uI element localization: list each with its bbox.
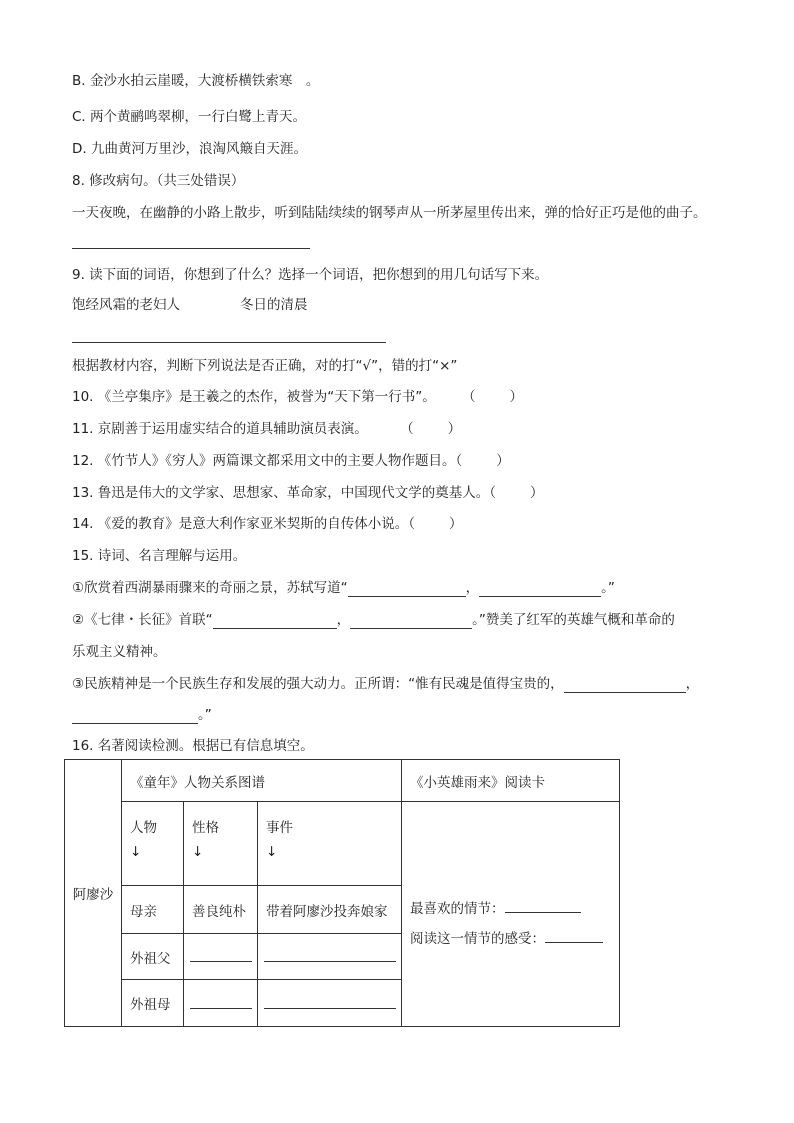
blank-q15-1a[interactable] [348,582,466,597]
person-mother: 母亲 [122,886,184,934]
question-16: 16. 名著阅读检测。根据已有信息填空。 [72,738,314,754]
col-event-label: 事件 [266,820,293,836]
option-c: C. 两个黄鹂鸣翠柳，一行白鹭上青天。 [72,109,307,125]
answer-paren-q14[interactable] [408,516,462,532]
little-hero-header: 《小英雄雨来》阅读卡 [402,760,620,802]
question-8-sentence: 一天夜晚，在幽静的小路上散步，听到陆陆续续的钢琴声从一所茅屋里传出来，弹的恰好正巧是他的曲子。 [72,205,707,221]
blank-q15-3b[interactable] [72,709,198,724]
reading-table [64,759,620,1027]
option-b: B. 金沙水拍云崖暖，大渡桥横铁索寒 。 [72,73,320,89]
option-d: D. 九曲黄河万里沙，浪淘风簸自天涯。 [72,141,307,157]
question-14 [72,515,463,533]
answer-line-q9[interactable] [72,342,386,343]
reading-card [402,802,620,1027]
blank-q15-3a[interactable] [564,678,686,693]
blank-favorite-plot[interactable] [505,898,581,913]
answer-paren-q11[interactable] [400,421,461,437]
card-favorite-line [410,894,619,924]
paren-open: （ [408,516,416,532]
question-15-3 [72,675,699,693]
question-9: 9. 读下面的词语，你想到了什么？选择一个词语，把你想到的用几句话写下来。 [72,267,549,283]
paren-open: （ [489,485,497,501]
person-grandfather: 外祖父 [122,934,184,980]
childhood-header: 《童年》人物关系图谱 [122,760,402,802]
col-event [258,802,402,886]
blank-event-grandmother[interactable] [264,994,396,1009]
blank-q15-2b[interactable] [350,614,472,629]
person-grandmother: 外祖母 [122,980,184,1027]
paren-open: （ [400,421,414,437]
question-15-2-continued: 乐观主义精神。 [72,644,167,660]
blank-trait-grandfather[interactable] [190,947,252,962]
event-grandfather [258,934,402,980]
col-person [122,802,184,886]
q15-1-prefix: ①欣赏着西湖暴雨骤来的奇丽之景，苏轼写道“ [72,580,348,596]
blank-q15-1b[interactable] [479,582,601,597]
card-feeling-label: 阅读这一情节的感受： [410,931,545,947]
blank-q15-2a[interactable] [213,614,337,629]
answer-paren-q10[interactable] [462,389,523,405]
col-person-label: 人物 [130,820,157,836]
card-feeling-line [410,924,619,954]
q15-3-prefix: ③民族精神是一个民族生存和发展的强大动力。正所谓：“惟有民魂是值得宝贵的， [72,676,564,692]
question-10 [72,388,523,406]
q15-1-comma: ， [465,580,480,596]
paren-close: ） [496,453,510,469]
question-14-text: 14. 《爱的教育》是意大利作家亚米契斯的自传体小说。 [72,516,409,532]
card-favorite-label: 最喜欢的情节： [410,901,505,917]
blank-feeling[interactable] [545,928,603,943]
judge-instructions: 根据教材内容，判断下列说法是否正确，对的打“√”，错的打“×” [72,358,458,374]
paren-open: （ [455,453,463,469]
q15-3-comma: ， [685,676,700,692]
question-15-2 [72,611,675,629]
question-15-3-continued [72,706,212,724]
question-13-text: 13. 鲁迅是伟大的文学家、思想家、革命家，中国现代文学的奠基人。 [72,485,490,501]
question-13 [72,484,544,502]
paren-close: ） [447,421,462,437]
paren-close: ） [449,516,463,532]
arrow-down-icon: ↓ [266,844,278,860]
question-12-text: 12. 《竹节人》《穷人》两篇课文都采用文中的主要人物作题目。 [72,453,456,469]
question-12 [72,452,510,470]
answer-paren-q12[interactable] [456,453,510,469]
paren-close: ） [530,485,544,501]
question-11 [72,420,461,438]
question-8: 8. 修改病句。（共三处错误） [72,173,245,189]
question-11-text: 11. 京剧善于运用虚实结合的道具辅助演员表演。 [72,421,368,437]
question-15-1 [72,579,615,597]
col-trait-label: 性格 [192,820,219,836]
trait-mother: 善良纯朴 [184,886,258,934]
blank-event-grandfather[interactable] [264,947,396,962]
q15-2-comma: ， [336,612,351,628]
row-label-alyosha: 阿廖沙 [65,760,122,1027]
trait-grandmother [184,980,258,1027]
answer-paren-q13[interactable] [489,485,543,501]
question-9-word-2: 冬日的清晨 [240,297,308,313]
blank-trait-grandmother[interactable] [190,994,252,1009]
col-trait [184,802,258,886]
answer-line-q8[interactable] [72,248,310,249]
q15-2-prefix: ②《七律・长征》首联“ [72,612,213,628]
event-grandmother [258,980,402,1027]
arrow-down-icon: ↓ [192,844,204,860]
q15-2-end: 。”赞美了红军的英雄气概和革命的 [472,612,675,628]
paren-close: ） [509,389,524,405]
q15-1-end: 。” [601,580,615,596]
paren-open: （ [462,389,476,405]
event-mother: 带着阿廖沙投奔娘家 [258,886,402,934]
arrow-down-icon: ↓ [130,844,142,860]
q15-3-end: 。” [198,707,212,723]
trait-grandfather [184,934,258,980]
question-15: 15. 诗词、名言理解与运用。 [72,548,247,564]
question-9-word-1: 饱经风霜的老妇人 [72,297,180,313]
question-10-text: 10. 《兰亭集序》是王羲之的杰作，被誉为“天下第一行书”。 [72,389,436,405]
